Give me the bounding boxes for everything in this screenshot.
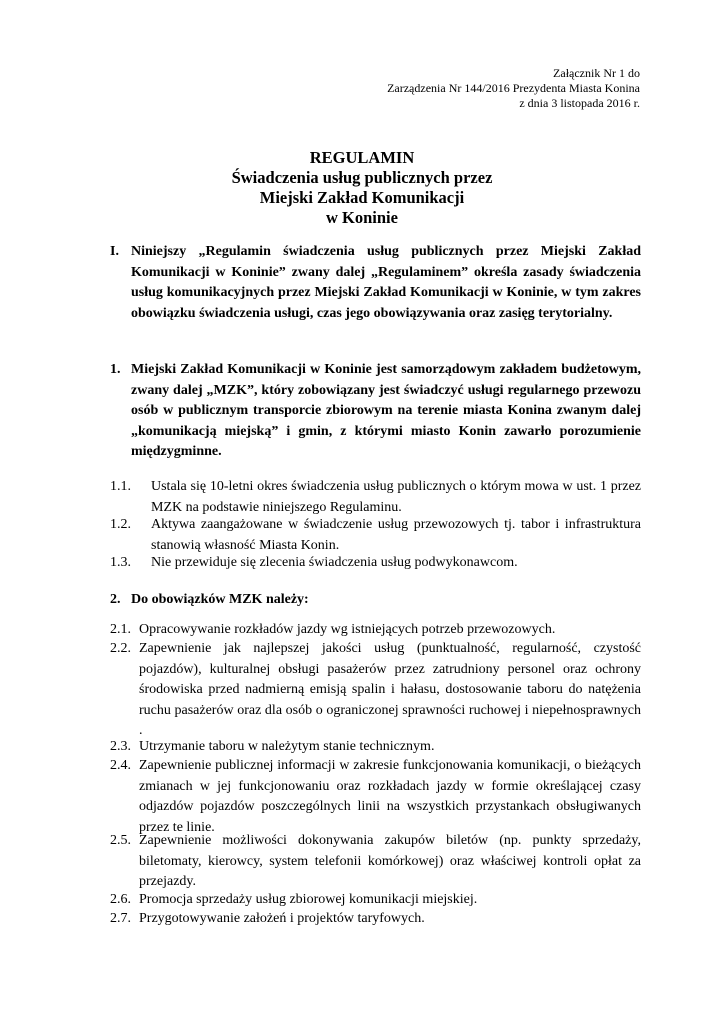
item-2-1-text: Opracowywanie rozkładów jazdy wg istniejących potrzeb przewozowych. [139,622,556,637]
section-I-text: Niniejszy „Regulamin świadczenia usług publicznych przez Miejski Zakład Komunikacji w Koninie” zwany dalej „Regulaminem” określa zasady świadczenia usług komunikacyjnych przez Miejski Zakład Komunikacji w Koninie, w tym zakres obowiązku świadczenia usługi, czas jego obowiązywania oraz zasięg terytorialny. [131,244,641,321]
item-2-7-text: Przygotowywanie założeń i projektów taryfowych. [139,911,425,926]
title-line-3: Miejski Zakład Komunikacji [259,188,465,207]
item-1-2-text: Aktywa zaangażowane w świadczenie usług przewozowych tj. tabor i infrastruktura stanowią własność Miasta Konin. [151,517,641,553]
item-2-5-text: Zapewnienie możliwości dokonywania zakupów biletów (np. punkty sprzedaży, biletomaty, kierowcy, system telefonii komórkowej) oraz właściwej kontroli opłat za przejazdy. [139,833,641,890]
section-1-text: Miejski Zakład Komunikacji w Koninie jest samorządowym zakładem budżetowym, zwany dalej „MZK”, który zobowiązany jest świadczyć usługi regularnego przewozu osób w publicznym transporcie zbiorowym na terenie miasta Konina zwanym dalej „komunikacją miejską” i gmin, z którymi miasto Konin zawarło porozumienie międzygminne. [131,362,641,460]
header-line-3: z dnia 3 listopada 2016 r. [519,96,640,110]
header-line-1: Załącznik Nr 1 do [553,66,640,80]
section-I-number: I. [110,244,119,259]
item-2-7-number: 2.7. [110,911,131,926]
item-2-2-text: Zapewnienie jak najlepszej jakości usług (punktualność, regularność, czystość pojazdów), kulturalnej obsługi pasażerów przez zatrudniony personel oraz ochrony środowiska przed nadmierną emisją spalin i hałasu, dostosowanie taboru do natężenia ruchu pasażerów oraz dla osób o ograniczonej sprawności ruchowej i niepełnosprawnych . [139,641,641,739]
title-line-1: REGULAMIN [309,148,415,167]
item-2-6-number: 2.6. [110,892,131,907]
title-line-4: w Koninie [326,208,398,227]
section-1-number: 1. [110,362,121,377]
item-2-4-number: 2.4. [110,758,131,773]
item-2-6-text: Promocja sprzedaży usług zbiorowej komunikacji miejskiej. [139,892,478,907]
item-2-5-number: 2.5. [110,833,131,848]
item-2-2-number: 2.2. [110,641,131,656]
item-1-3-number: 1.3. [110,555,131,570]
section-2-number: 2. [110,592,121,607]
title-line-2: Świadczenia usług publicznych przez [231,168,493,187]
item-1-1-text: Ustala się 10-letni okres świadczenia usług publicznych o którym mowa w ust. 1 przez MZK na podstawie niniejszego Regulaminu. [151,479,641,515]
attachment-header [387,66,640,111]
item-1-3-text: Nie przewiduje się zlecenia świadczenia usług podwykonawcom. [151,555,518,570]
section-2-heading: Do obowiązków MZK należy: [131,592,309,607]
item-2-1-number: 2.1. [110,622,131,637]
item-2-3-text: Utrzymanie taboru w należytym stanie technicznym. [139,739,435,754]
item-1-1-number: 1.1. [110,479,131,494]
item-2-4-text: Zapewnienie publicznej informacji w zakresie funkcjonowania komunikacji, o bieżących zmianach w jej funkcjonowaniu oraz rozkładach jazdy w formie określającej czasy odjazdów pojazdów poszczególnych linii na wszystkich przystankach obsługiwanych przez te linie. [139,758,641,835]
item-2-3-number: 2.3. [110,739,131,754]
item-1-2-number: 1.2. [110,517,131,532]
document-title [0,148,724,228]
header-line-2: Zarządzenia Nr 144/2016 Prezydenta Miasta Konina [387,81,640,95]
